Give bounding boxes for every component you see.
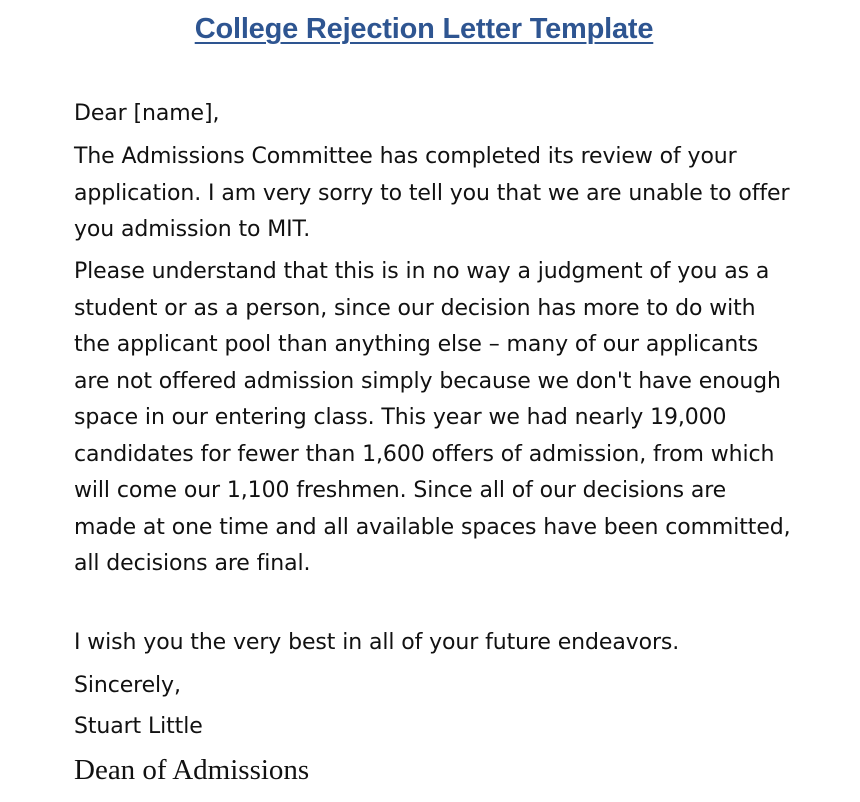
signer-name: Stuart Little — [74, 714, 203, 739]
letter-greeting: Dear [name], — [74, 101, 220, 126]
document-title: College Rejection Letter Template — [194, 13, 654, 45]
letter-paragraph-3: I wish you the very best in all of your future endeavors. — [74, 630, 680, 655]
letter-paragraph-2: Please understand that this is in no way a judgment of you as a student or as a person, since our decision has more to do with the applicant pool than anything else – many of our applicants are not offered admission simply because we don't have enough space in our entering class. This year we had nearly 19,000 candidates for fewer than 1,600 offers of admission, from which will come our 1,100 freshmen. Since all of our decisions are made at one time and all available spaces have been committed, all decisions are final. — [74, 259, 791, 576]
signer-title: Dean of Admissions — [74, 754, 310, 786]
letter-closing: Sincerely, — [74, 673, 181, 698]
letter-paragraph-1: The Admissions Committee has completed its review of your application. I am very sorry to tell you that we are unable to offer you admission to MIT. — [74, 144, 790, 242]
